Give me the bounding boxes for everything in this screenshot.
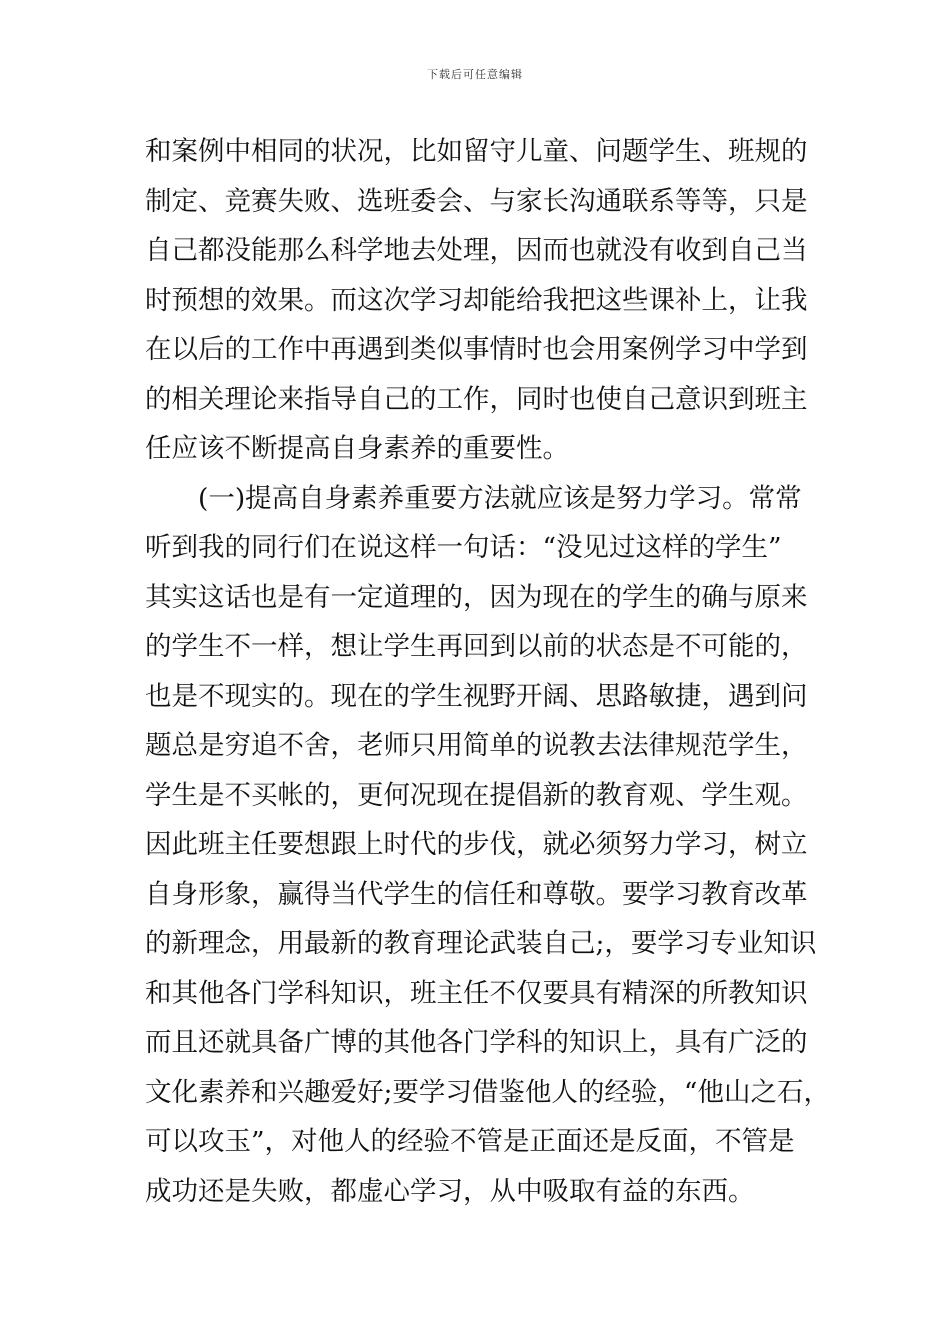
- text-line: 的新理念，用最新的教育理论武装自己;，要学习专业知识: [145, 928, 817, 959]
- text-line: 可以攻玉”，对他人的经验不管是正面还是反面，不管是: [145, 1126, 795, 1157]
- text-line: 和其他各门学科知识，班主任不仅要具有精深的所教知识: [145, 977, 808, 1009]
- text-line: 其实这话也是有一定道理的，因为现在的学生的确与原来: [145, 581, 808, 613]
- text-line: 成功还是失败，都虚心学习，从中吸取有益的东西。: [145, 1175, 755, 1207]
- text-line: 时预想的效果。而这次学习却能给我把这些课补上，让我: [145, 284, 808, 316]
- text-line: 文化素养和兴趣爱好;要学习借鉴他人的经验，“他山之石，: [145, 1076, 830, 1108]
- text-line: 因此班主任要想跟上时代的步伐，就必须努力学习，树立: [145, 829, 808, 860]
- text-line: 自己都没能那么科学地去处理，因而也就没有收到自己当: [145, 235, 808, 266]
- document-body: [145, 127, 830, 1216]
- text-line: 和案例中相同的状况，比如留守儿童、问题学生、班规的: [145, 136, 808, 167]
- text-line: 题总是穷追不舍，老师只用简单的说教去法律规范学生，: [145, 730, 808, 761]
- text-line: 也是不现实的。现在的学生视野开阔、思路敏捷，遇到问: [145, 680, 808, 712]
- page-header: 下载后可任意编辑: [427, 68, 523, 81]
- text-line: 听到我的同行们在说这样一句话：“没见过这样的学生”: [145, 532, 782, 563]
- text-line: 在以后的工作中再遇到类似事情时也会用案例学习中学到: [145, 334, 808, 365]
- text-line: 的学生不一样，想让学生再回到以前的状态是不可能的，: [145, 631, 808, 662]
- text-line: 制定、竞赛失败、选班委会、与家长沟通联系等等，只是: [145, 185, 808, 217]
- text-line: 而且还就具备广博的其他各门学科的知识上，具有广泛的: [145, 1027, 808, 1058]
- text-line: (一)提高自身素养重要方法就应该是努力学习。常常: [145, 482, 802, 514]
- text-line: 自身形象，赢得当代学生的信任和尊敬。要学习教育改革: [145, 878, 808, 910]
- text-line: 的相关理论来指导自己的工作，同时也使自己意识到班主: [145, 383, 808, 415]
- text-line: 任应该不断提高自身素养的重要性。: [145, 433, 569, 464]
- text-line: 学生是不买帐的，更何况现在提倡新的教育观、学生观。: [145, 779, 808, 811]
